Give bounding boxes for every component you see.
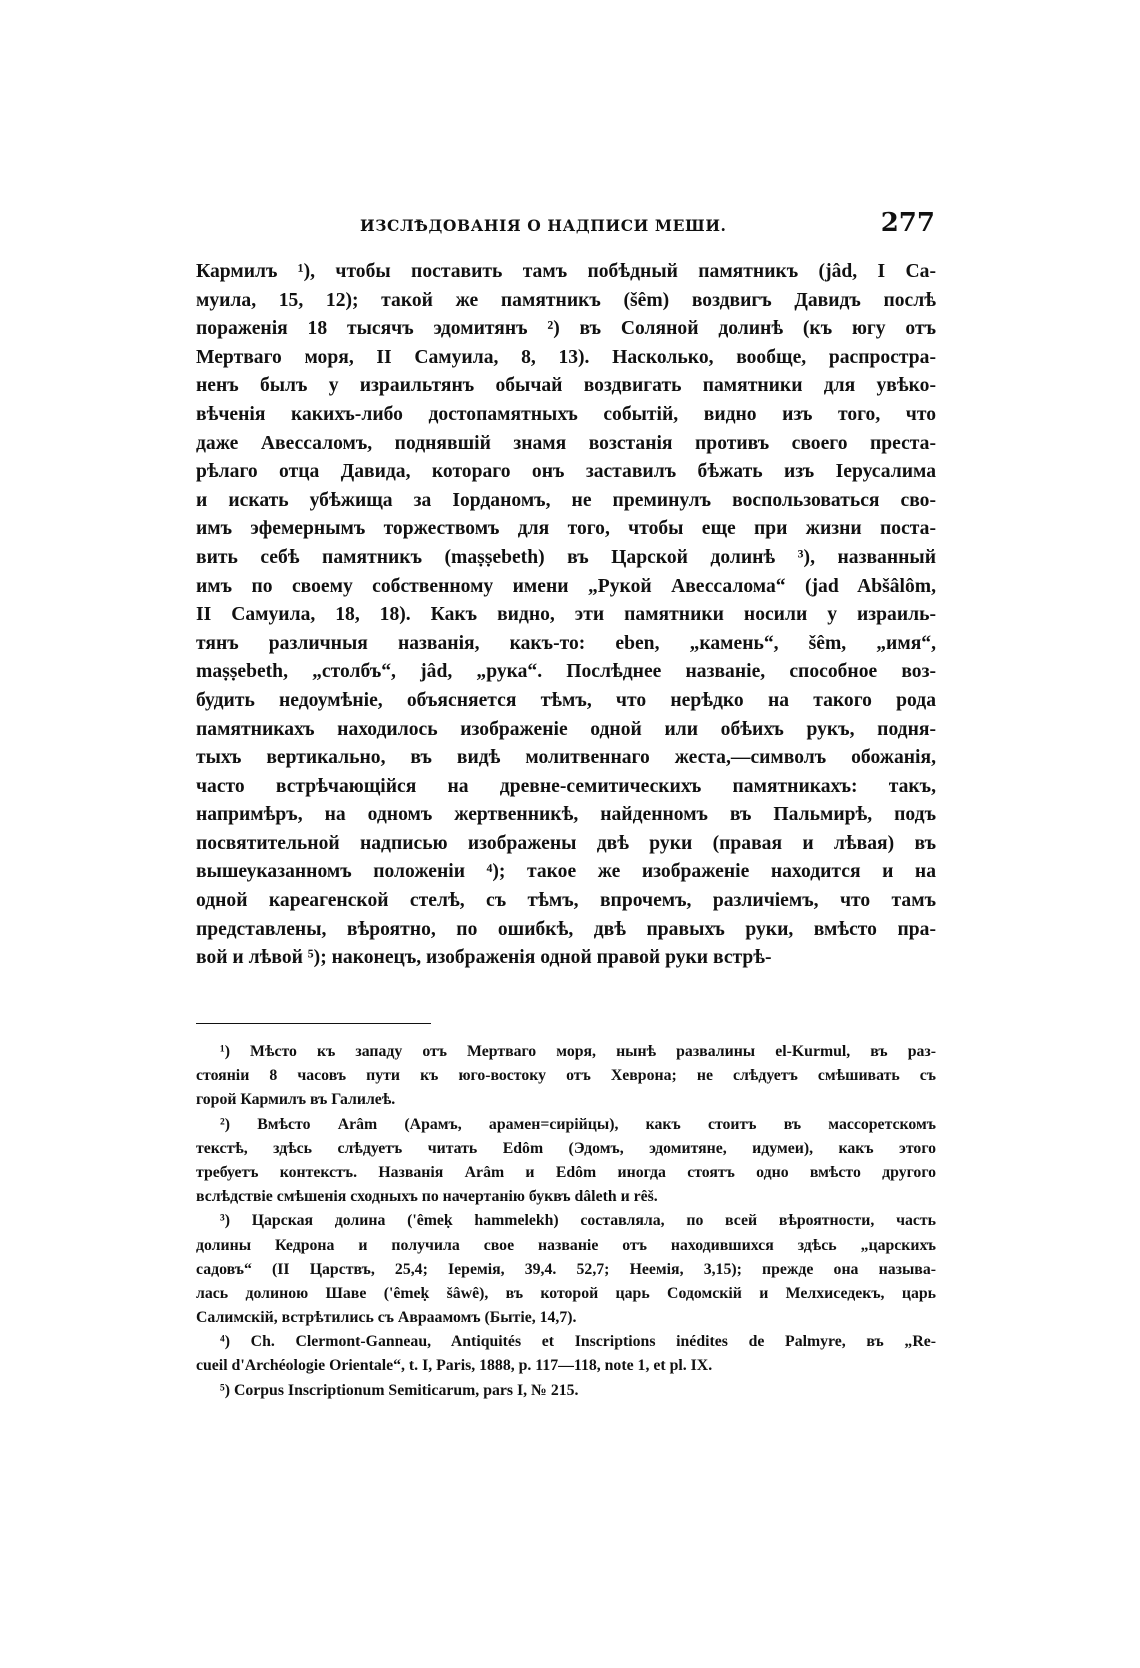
page-header	[190, 208, 935, 244]
text-line: напримѣръ, на одномъ жертвенникѣ, найденномъ въ Пальмирѣ, подъ	[196, 804, 936, 826]
text-line: имъ по своему собственному имени „Рукой Авессалома“ (jad Abšâlôm,	[196, 575, 936, 597]
footnote-line: садовъ“ (II Царствъ, 25,4; Іеремія, 39,4. 52,7; Неемія, 3,15); прежде она называ-	[196, 1260, 936, 1278]
text-line: часто встрѣчающійся на древне-семитическихъ памятникахъ: такъ,	[196, 775, 936, 797]
footnote-line: Салимскій, встрѣтились съ Авраамомъ (Бытіе, 14,7).	[196, 1309, 577, 1327]
footnote-line: лась долиною Шаве ('êmeḳ šâwê), въ которой царь Содомскій и Мелхиседекъ, царь	[196, 1284, 936, 1302]
footnote-line: ⁴) Ch. Clermont-Ganneau, Antiquités et Inscriptions inédites de Palmyre, въ „Re-	[220, 1333, 936, 1351]
text-line: вить себѣ памятникъ (maṣṣebeth) въ Царской долинѣ ³), названный	[196, 546, 936, 568]
body-text	[196, 258, 936, 973]
footnote-line: ³) Царская долина ('êmeḳ hammelekh) составляла, по всей вѣроятности, часть	[220, 1212, 936, 1230]
footnote-line: текстѣ, здѣсь слѣдуетъ читать Edôm (Эдомъ, эдомитяне, идумеи), какъ этого	[196, 1139, 936, 1157]
footnote-line: долины Кедрона и получила свое названіе отъ находившихся здѣсь „царскихъ	[196, 1236, 936, 1254]
running-title: ИЗСЛѢДОВАНІЯ О НАДПИСИ МЕШИ.	[360, 216, 727, 235]
footnote-divider	[196, 1023, 431, 1024]
footnote-line: требуетъ контекстъ. Названія Arâm и Edôm иногда стоятъ одно вмѣсто другого	[196, 1163, 936, 1181]
footnotes	[196, 1040, 936, 1403]
text-line: ненъ былъ у израильтянъ обычай воздвигать памятники для увѣко-	[196, 375, 936, 397]
page-number: 277	[880, 208, 935, 238]
text-line: имъ эфемернымъ торжествомъ для того, чтобы еще при жизни поста-	[196, 518, 936, 540]
footnote-line: ⁵) Corpus Inscriptionum Semiticarum, pars I, № 215.	[220, 1381, 579, 1399]
footnote-line: горой Кармилъ въ Галилеѣ.	[196, 1091, 396, 1109]
text-line: рѣлаго отца Давида, котораго онъ заставилъ бѣжать изъ Іерусалима	[196, 461, 936, 483]
text-line: вой и лѣвой ⁵); наконецъ, изображенія одной правой руки встрѣ-	[196, 947, 772, 969]
text-line: вышеуказанномъ положеніи ⁴); такое же изображеніе находится и на	[196, 861, 936, 883]
text-line: Мертваго моря, II Самуила, 8, 13). Насколько, вообще, распростра-	[196, 346, 936, 368]
text-line: одной кареагенской стелѣ, съ тѣмъ, впрочемъ, различіемъ, что тамъ	[196, 890, 936, 912]
footnote-line: ¹) Мѣсто къ западу отъ Мертваго моря, нынѣ развалины el-Kurmul, въ раз-	[220, 1043, 936, 1060]
text-line: представлены, вѣроятно, по ошибкѣ, двѣ правыхъ руки, вмѣсто пра-	[196, 918, 936, 940]
text-line: Кармилъ ¹), чтобы поставить тамъ побѣдный памятникъ (jâd, I Са-	[196, 261, 936, 282]
text-line: пораженія 18 тысячъ эдомитянъ ²) въ Соляной долинѣ (къ югу отъ	[196, 318, 936, 340]
text-line: будить недоумѣніе, объясняется тѣмъ, что нерѣдко на такого рода	[196, 689, 936, 711]
text-line: памятникахъ находилось изображеніе одной или обѣихъ рукъ, подня-	[196, 718, 936, 740]
footnote-line: ²) Вмѣсто Arâm (Арамъ, арамен=сирійцы), какъ стоитъ въ массоретскомъ	[220, 1115, 936, 1133]
text-line: и искать убѣжища за Іорданомъ, не преминулъ воспользоваться сво-	[196, 489, 936, 511]
text-line: II Самуила, 18, 18). Какъ видно, эти памятники носили у израиль-	[196, 604, 936, 626]
text-line: тыхъ вертикально, въ видѣ молитвеннаго жеста,—символъ обожанія,	[196, 747, 936, 769]
text-line: вѣченія какихъ-либо достопамятныхъ событій, видно изъ того, что	[196, 403, 936, 425]
text-line: maṣṣebeth, „столбъ“, jâd, „рука“. Послѣднее названіе, способное воз-	[196, 661, 936, 683]
text-line: муила, 15, 12); такой же памятникъ (šêm) воздвигъ Давидъ послѣ	[196, 289, 936, 311]
footnote-line: cueil d'Archéologie Orientale“, t. I, Paris, 1888, p. 117—118, note 1, et pl. IX.	[196, 1357, 713, 1375]
footnote-line: стояніи 8 часовъ пути къ юго-востоку отъ Хеврона; не слѣдуетъ смѣшивать съ	[196, 1067, 936, 1085]
text-line: посвятительной надписью изображены двѣ руки (правая и лѣвая) въ	[196, 832, 936, 854]
text-line: даже Авессаломъ, поднявшій знамя возстанія противъ своего преста-	[196, 432, 936, 454]
footnote-line: вслѣдствіе смѣшенія сходныхъ по начертанію буквъ dâleth и rêš.	[196, 1188, 658, 1206]
text-line: тянъ различныя названія, какъ-то: eben, „камень“, šêm, „имя“,	[196, 632, 936, 654]
